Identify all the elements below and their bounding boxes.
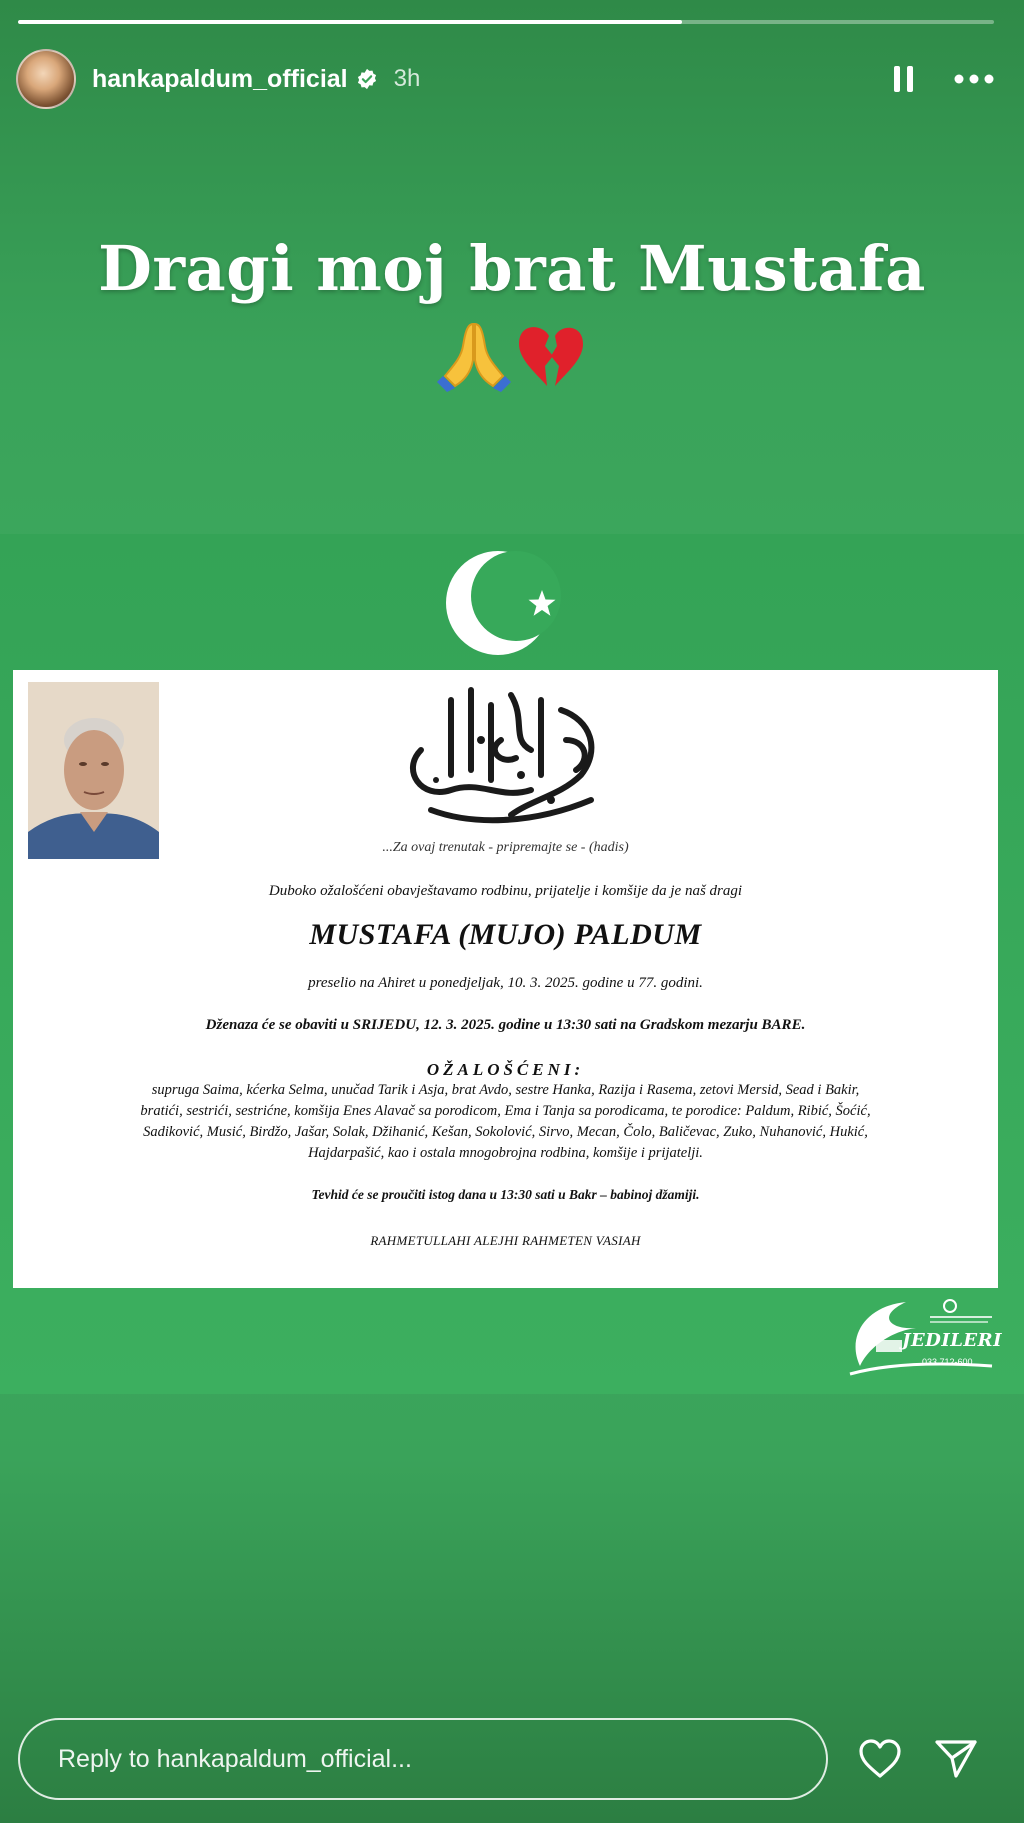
mourners-list [39,1080,972,1164]
deceased-photo [28,682,159,859]
mourners-line: Sadiković, Musić, Birdžo, Jašar, Solak, Džihanić, Kešan, Sokolović, Sirvo, Mecan, Čolo, Baličevac, Zuko, Nuhanović, Hukić, [143,1124,868,1140]
avatar[interactable] [16,49,76,109]
send-button[interactable] [934,1738,978,1780]
pause-icon [892,64,916,94]
closing-prayer: RAHMETULLAHI ALEJHI RAHMETEN VASIAH [370,1233,641,1248]
hadith-quote: ...Za ovaj trenutak - pripremajte se - (hadis) [382,840,629,855]
mourners-heading: OŽALOŠĆENI: [426,1060,585,1079]
story-header [16,48,1008,110]
funeral-info: Dženaza će se obaviti u SRIJEDU, 12. 3. 2025. godine u 13:30 sati na Gradskom mezarju BARE. [205,1017,806,1033]
obituary-notice [13,670,998,1288]
reply-placeholder: Reply to hankapaldum_official... [58,1744,412,1773]
caption-emojis [0,320,1024,392]
mourners-line: Hajdarpašić, kao i ostala mnogobrojna rodbina, komšije i prijatelji. [308,1145,703,1161]
reply-input[interactable] [18,1718,828,1800]
mourners-line: bratići, sestrići, sestrićne, komšija Enes Alavač sa porodicom, Ema i Tanja sa porodicama, te porodice: Paldum, Ribić, Šoćić, [140,1103,871,1119]
praying-hands-icon [437,320,511,392]
post-time: 3h [393,65,421,92]
tevhid-info: Tevhid će se proučiti istog dana u 13:30 sati u Bakr – babinoj džamiji. [311,1187,700,1202]
notice-intro: Duboko ožalošćeni obavještavamo rodbinu, prijatelje i komšije da je naš dragi [268,883,743,899]
crescent-star-icon [446,548,566,658]
mourners-line: supruga Saima, kćerka Selma, unučad Tarik i Asja, brat Avdo, sestre Hanka, Razija i Rasema, zetovi Mersid, Sead i Bakir, [151,1082,860,1098]
logo-phone: 033 712-600 [922,1357,973,1367]
verified-badge-icon [356,68,378,90]
more-options-button[interactable] [952,59,996,99]
heart-icon [858,1738,902,1780]
story-progress-fill [18,20,682,24]
deceased-name: MUSTAFA (MUJO) PALDUM [309,918,702,951]
broken-heart-icon [515,320,587,390]
like-button[interactable] [858,1738,902,1780]
send-icon [934,1738,978,1780]
pause-button[interactable] [884,59,924,99]
logo-name: JEDILERI [902,1330,1003,1351]
arabic-calligraphy [391,680,621,830]
story-progress-bar [18,20,994,24]
passing-date: preselio na Ahiret u ponedjeljak, 10. 3. 2025. godine u 77. godini. [308,975,703,991]
story-caption: Dragi moj brat Mustafa [98,232,926,305]
more-icon [954,74,994,84]
username[interactable]: hankapaldum_official [92,64,348,93]
